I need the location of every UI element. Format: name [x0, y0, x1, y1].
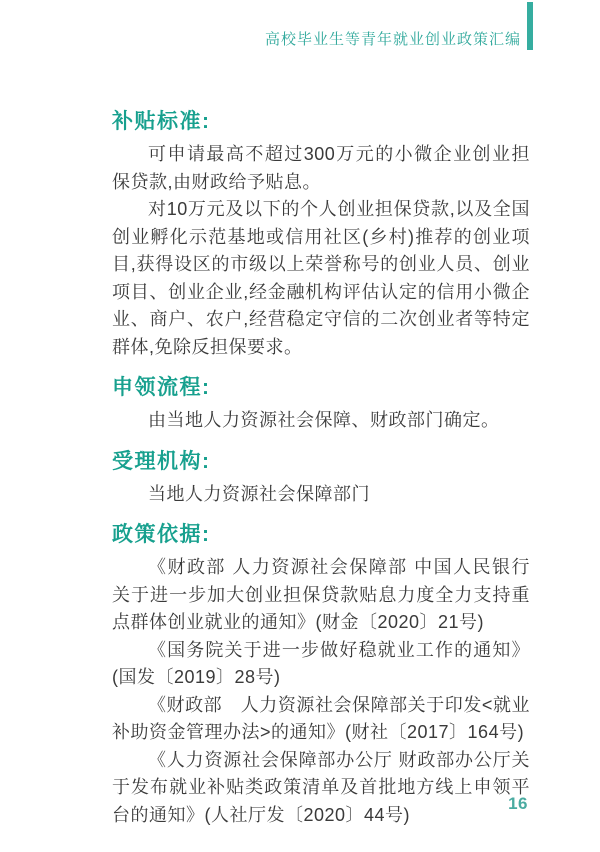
content — [112, 0, 530, 829]
header-title: 高校毕业生等青年就业创业政策汇编 — [264, 31, 521, 48]
section-heading-subsidy-standard: 补贴标准: — [112, 110, 211, 133]
paragraph: 可申请最高不超过300万元的小微企业创业担保贷款,由财政给予贴息。 — [112, 144, 530, 192]
paragraph: 《财政部 人力资源社会保障部 中国人民银行 关于进一步加大创业担保贷款贴息力度全力支持重点群体创业就业的通知》(财金〔2020〕21号) — [112, 557, 530, 632]
page-number: 16 — [508, 794, 528, 813]
paragraph: 《人力资源社会保障部办公厅 财政部办公厅关于发布就业补贴类政策清单及首批地方线上申领平台的通知》(人社厅发〔2020〕44号) — [112, 749, 530, 825]
paragraph: 《财政部 人力资源社会保障部关于印发<就业补助资金管理办法>的通知》(财社〔2017〕164号) — [112, 694, 530, 742]
paragraph: 由当地人力资源社会保障、财政部门确定。 — [148, 410, 500, 430]
section-heading-application-process: 申领流程: — [112, 376, 211, 399]
paragraph: 当地人力资源社会保障部门 — [148, 483, 370, 504]
section-heading-policy-basis: 政策依据: — [112, 523, 211, 546]
section-heading-accepting-agency: 受理机构: — [112, 449, 211, 473]
paragraph: 《国务院关于进一步做好稳就业工作的通知》(国发〔2019〕28号) — [112, 639, 530, 687]
paragraph: 对10万元及以下的个人创业担保贷款,以及全国创业孵化示范基地或信用社区(乡村)推荐的创业项目,获得设区的市级以上荣誉称号的创业人员、创业项目、创业企业,经金融机构评估认定的信用小微企业、商户、农户,经营稳定守信的二次创业者等特定群体,免除反担保要求。 — [112, 199, 530, 357]
